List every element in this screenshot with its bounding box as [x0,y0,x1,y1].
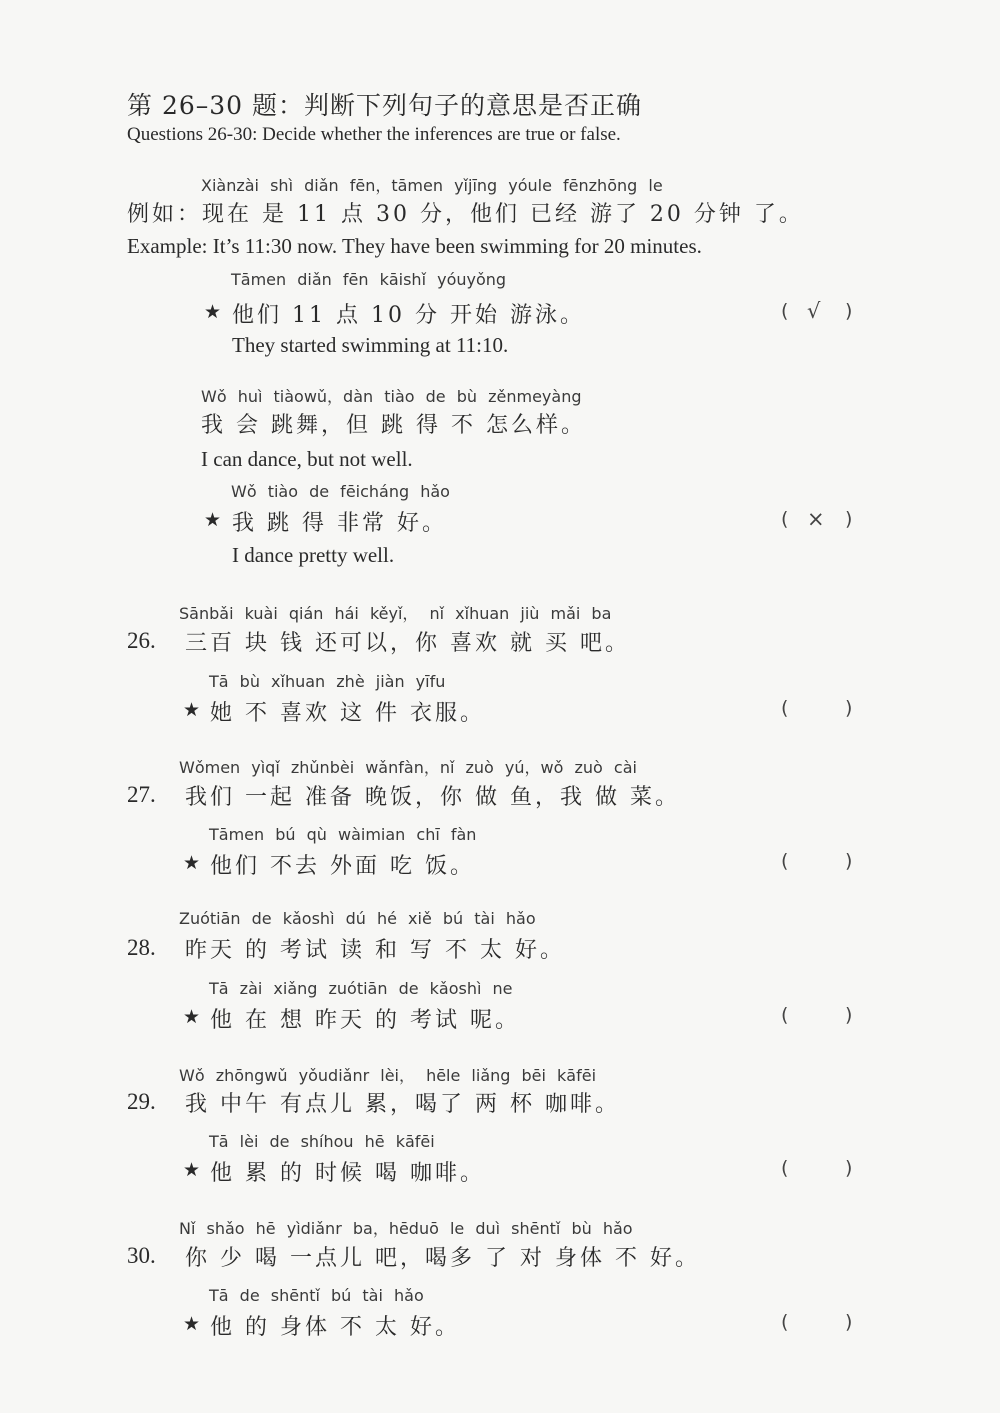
question-pinyin: Zuótiān de kǎoshì dú hé xiě bú tài hǎo [179,909,536,928]
star-icon: ★ [183,699,201,721]
answer-open-paren: ( [781,508,789,530]
statement-sentence: 他 累 的 时候 喝 咖啡。 [210,1161,485,1186]
statement-pinyin: Tā bù xǐhuan zhè jiàn yīfu [209,672,446,691]
example2-statement: 我 跳 得 非常 好。 [232,511,447,536]
check-mark-icon: √ [807,299,821,323]
star-icon: ★ [204,301,222,323]
example-statement-pinyin: Tāmen diǎn fēn kāishǐ yóuyǒng [231,270,507,289]
answer-close-paren: ) [845,697,853,719]
answer-close-paren: ) [845,300,853,322]
answer-close-paren: ) [845,1004,853,1026]
question-number: 27. [127,782,156,807]
question-sentence: 你 少 喝 一点儿 吧，喝多 了 对 身体 不 好。 [185,1246,700,1271]
example-pinyin: Xiànzài shì diǎn fēn，tāmen yǐjīng yóule fēnzhōng le [201,176,663,195]
cross-mark-icon: × [807,507,825,531]
answer-close-paren: ) [845,1157,853,1179]
section-title-english: Questions 26-30: Decide whether the inferences are true or false. [127,124,621,145]
answer-open-paren: ( [781,850,789,872]
example2-pinyin: Wǒ huì tiàowǔ，dàn tiào de bù zěnmeyàng [201,387,582,406]
example-statement: 他们 11 点 10 分 开始 游泳。 [232,303,585,328]
statement-sentence: 他 在 想 昨天 的 考试 呢。 [210,1008,520,1033]
statement-pinyin: Tā de shēntǐ bú tài hǎo [209,1286,424,1305]
star-icon: ★ [183,1313,201,1335]
answer-open-paren: ( [781,1157,789,1179]
star-icon: ★ [183,852,201,874]
star-icon: ★ [183,1159,201,1181]
question-sentence: 昨天 的 考试 读 和 写 不 太 好。 [185,938,565,963]
answer-close-paren: ) [845,508,853,530]
example2-statement-translation: I dance pretty well. [232,543,395,567]
example2-sentence: 我 会 跳舞，但 跳 得 不 怎么样。 [201,413,586,438]
statement-pinyin: Tāmen bú qù wàimian chī fàn [209,825,477,844]
question-pinyin: Sānbǎi kuài qián hái kěyǐ， nǐ xǐhuan jiù mǎi ba [179,604,612,623]
example2-statement-pinyin: Wǒ tiào de fēicháng hǎo [231,482,450,501]
statement-sentence: 他 的 身体 不 太 好。 [210,1315,460,1340]
answer-close-paren: ) [845,1311,853,1333]
question-sentence: 我们 一起 准备 晚饭，你 做 鱼，我 做 菜。 [185,785,680,810]
answer-close-paren: ) [845,850,853,872]
statement-pinyin: Tā lèi de shíhou hē kāfēi [209,1132,435,1151]
star-icon: ★ [204,509,222,531]
question-number: 29. [127,1089,156,1114]
example-translation: Example: It’s 11:30 now. They have been swimming for 20 minutes. [127,234,702,258]
example-statement-translation: They started swimming at 11:10. [232,333,509,357]
question-number: 28. [127,935,156,960]
statement-pinyin: Tā zài xiǎng zuótiān de kǎoshì ne [209,979,513,998]
question-pinyin: Nǐ shǎo hē yìdiǎnr ba，hēduō le duì shēntǐ bù hǎo [179,1219,633,1238]
answer-open-paren: ( [781,1004,789,1026]
question-sentence: 三百 块 钱 还可以，你 喜欢 就 买 吧。 [185,631,630,656]
question-pinyin: Wǒmen yìqǐ zhǔnbèi wǎnfàn，nǐ zuò yú，wǒ zuò cài [179,758,637,777]
statement-sentence: 他们 不去 外面 吃 饭。 [210,854,475,879]
answer-open-paren: ( [781,1311,789,1333]
statement-sentence: 她 不 喜欢 这 件 衣服。 [210,701,485,726]
question-number: 30. [127,1243,156,1268]
section-title-chinese: 第 26–30 题：判断下列句子的意思是否正确 [127,91,643,120]
question-sentence: 我 中午 有点儿 累，喝了 两 杯 咖啡。 [185,1092,620,1117]
answer-open-paren: ( [781,697,789,719]
question-number: 26. [127,628,156,653]
answer-open-paren: ( [781,300,789,322]
question-pinyin: Wǒ zhōngwǔ yǒudiǎnr lèi， hēle liǎng bēi kāfēi [179,1066,597,1085]
example-sentence: 例如：现在 是 11 点 30 分，他们 已经 游了 20 分钟 了。 [127,202,804,227]
star-icon: ★ [183,1006,201,1028]
example2-translation: I can dance, but not well. [201,447,413,471]
